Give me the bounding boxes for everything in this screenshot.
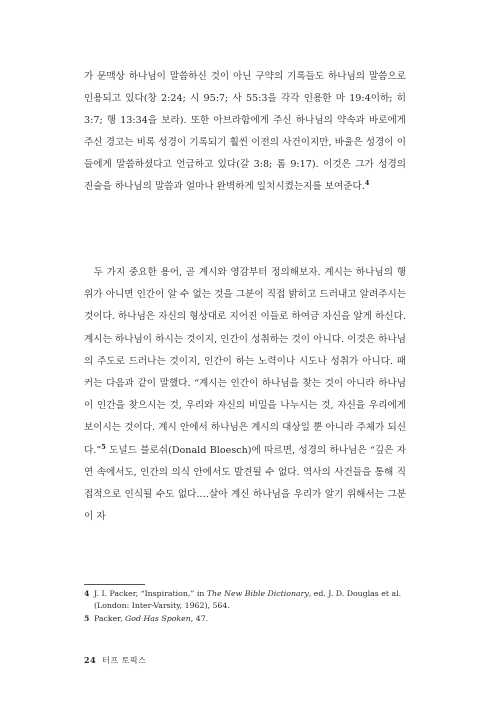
body-paragraph-1 [84,66,406,198]
page-folio [84,655,146,666]
footnote-divider [84,584,145,585]
footnote-4-title: The New Bible Dictionary [206,589,309,598]
page-number: 24 [84,655,97,665]
paragraph-2-text-b: 도널드 블로쉬(Donald Bloesch)에 따르면, 성경의 하나님은 “깊은 자연 속에서도, 인간의 의식 안에서도 발견될 수 없다. 역사의 사건들을 통해 직접적으로 인식될 수도 없다.…살아 계신 하나님을 우리가 알기 위해서는 그분이 자 [84,444,406,523]
paragraph-1-text: 가 문맥상 하나님이 말씀하신 것이 아닌 구약의 기록들도 하나님의 말씀으로 인용되고 있다(창 2:24; 시 95:7; 사 55:3을 각각 인용한 마 19:4이하; 히 3:7; 행 13:34을 보라). 또한 아브라함에게 주신 하나님의 약속과 바로에게 주신 경고는 비록 성경이 기록되기 훨씬 이전의 사건이지만, 바울은 성경이 이들에게 말씀하셨다고 언급하고 있다(갈 3:8; 롬 9:17). 이것은 그가 성경의 진술을 하나님의 말씀과 얼마나 완벽하게 일치시켰는지를 보여준다. [84,71,406,192]
footnote-4-pre: J. I. Packer, “Inspiration,” in [94,589,207,598]
running-head: 터프 토픽스 [102,656,147,665]
footnote-4 [84,588,406,611]
footnote-ref-5[interactable]: 5 [101,442,106,451]
footnote-5-number: 5 [84,614,90,623]
footnote-5-pre: Packer, [94,614,126,623]
body-paragraph-2 [84,262,406,528]
paragraph-2-text-a: 두 가지 중요한 용어, 곧 계시와 영감부터 정의해보자. 계시는 하나님의 행위가 아니면 인간이 알 수 없는 것을 그분이 직접 밝히고 드러내고 알려주시는 것이다. 하나님은 자신의 형상대로 지어진 이들로 하여금 자신을 알게 하신다. 계시는 하나님이 하시는 것이지, 인간이 성취하는 것이 아니다. 이것은 하나님의 주도로 드러나는 것이지, 인간이 하는 노력이나 시도나 성취가 아니다. 패커는 다음과 같이 말했다. “계시는 인간이 하나님을 찾는 것이 아니라 하나님이 인간을 찾으시는 것, 우리와 자신의 비밀을 나누시는 것, 자신을 우리에게 보이시는 것이다. 계시 안에서 하나님은 계시의 대상일 뿐 아니라 주체가 되신다.” [84,267,406,456]
footnote-ref-4[interactable]: 4 [364,178,370,187]
footnote-5 [84,613,406,625]
footnote-4-post: , ed. J. D. Douglas et al. [308,589,402,598]
footnote-5-post: , 47. [190,614,209,623]
footnote-5-title: God Has Spoken [125,614,191,623]
footnote-4-line-2: (London: Inter-Varsity, 1962), 564. [94,600,230,610]
footnote-4-number: 4 [84,589,90,598]
